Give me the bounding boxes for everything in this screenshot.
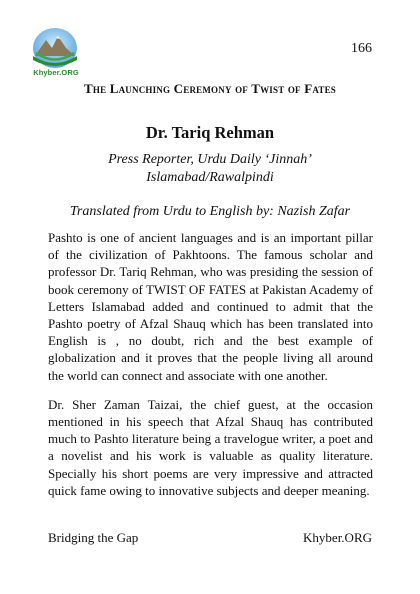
footer-book-title: Bridging the Gap — [48, 530, 139, 545]
khyber-logo-icon — [30, 26, 80, 70]
translator-credit: Translated from Urdu to English by: Nazish Zafar — [69, 204, 351, 219]
author-name: Dr. Tariq Rehman — [145, 123, 275, 142]
author-role: Press Reporter, Urdu Daily ‘Jinnah’ Islamabad/Rawalpindi — [108, 152, 312, 185]
footer-site-name: Khyber.ORG — [303, 530, 372, 545]
logo-text: Khyber.ORG — [33, 68, 79, 77]
paragraph-2: Dr. Sher Zaman Taizai, the chief guest, at the occasion mentioned in his speech that Afzal Shauq has contributed much to Pashto literature being a travelogue writer, a poet and a novelist and his work is valuable as quality literature. Specially his short poems are very impressive and attracted quick fame owing to innovative subjects and deeper meaning. — [48, 396, 373, 498]
page-number: 166 — [351, 41, 372, 56]
article-body — [48, 229, 373, 511]
article-title: The Launching Ceremony of Twist of Fates — [84, 81, 336, 96]
paragraph-1: Pashto is one of ancient languages and is an important pillar of the civilization of Pakhtoons. The famous scholar and professor Dr. Tariq Rehman, who was presiding the session of book ceremony of TWIST OF FATES at Pakistan Academy of Letters Islamabad added and continued to admit that the Pashto poetry of Afzal Shauq which has been translated into English is , no doubt, rich and the best example of globalization and it proves that the people living all around the world can connect and associate with one another. — [48, 230, 373, 383]
